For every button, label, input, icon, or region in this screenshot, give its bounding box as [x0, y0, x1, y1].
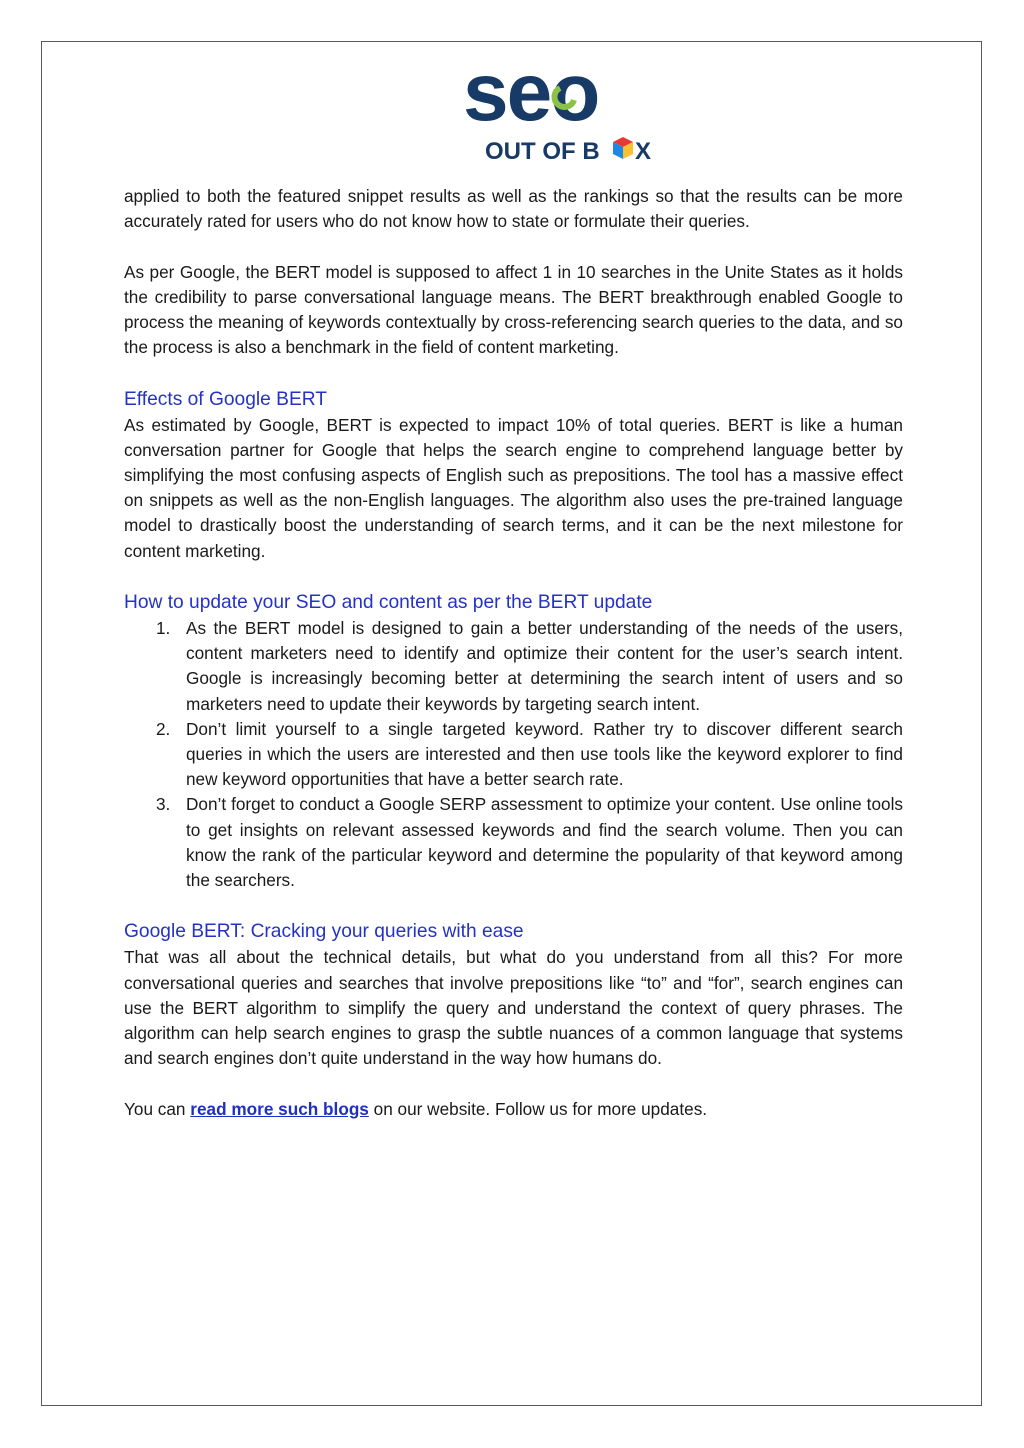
update-steps-list — [124, 616, 903, 893]
google-bert-paragraph: As per Google, the BERT model is supposed to affect 1 in 10 searches in the Unite States as it holds the credibility to parse conversational language means. The BERT breakthrough enabled Google to process the meaning of keywords contextually by cross-referencing search queries to the data, and so the process is also a benchmark in the field of content marketing. — [124, 261, 903, 358]
list-item-number: 3. — [156, 794, 171, 815]
list-item-text: Don’t forget to conduct a Google SERP assessment to optimize your content. Use online tools to get insights on relevant assessed keywords and find the search volume. Then you can know the rank of the particular keyword and determine the popularity of that keyword among the searchers. — [186, 794, 903, 891]
update-heading: How to update your SEO and content as per the BERT update — [124, 592, 653, 613]
logo-tagline-end: X — [635, 138, 652, 164]
closing-paragraph — [124, 1097, 903, 1122]
logo-tagline: OUT OF B — [485, 138, 600, 164]
closing-prefix: You can — [124, 1098, 191, 1119]
read-more-blogs-link[interactable]: read more such blogs — [190, 1098, 369, 1119]
logo-wordmark: seo — [463, 58, 599, 138]
intro-paragraph: applied to both the featured snippet results as well as the rankings so that the results can be more accurately rated for users who do not know how to state or formulate their queries. — [124, 186, 903, 232]
list-item — [124, 792, 903, 893]
cracking-heading: Google BERT: Cracking your queries with ease — [124, 921, 524, 943]
list-item-text: Don’t limit yourself to a single targeted keyword. Rather try to discover different search queries in which the users are interested and then use tools like the keyword explorer to find new keyword opportunities that have a better search rate. — [186, 718, 903, 790]
closing-suffix: on our website. Follow us for more updates. — [368, 1098, 708, 1119]
effects-heading: Effects of Google BERT — [124, 388, 327, 410]
effects-paragraph: As estimated by Google, BERT is expected to impact 10% of total queries. BERT is like a human conversation partner for Google that helps the search engine to comprehend language better by simplifying the most confusing aspects of English such as prepositions. The tool has a massive effect on snippets as well as the non-English languages. The algorithm also uses the pre-trained language model to drastically boost the understanding of search terms, and it can be the next milestone for content marketing. — [124, 414, 903, 561]
list-item-text: As the BERT model is designed to gain a better understanding of the needs of the users, content marketers need to identify and optimize their content for the user’s search intent. Google is increasingly becoming better at determining the search intent of users and so marketers need to update their keywords by targeting search intent. — [186, 618, 903, 714]
seo-out-of-box-logo — [463, 58, 673, 164]
list-item-number: 1. — [156, 618, 171, 638]
list-item-number: 2. — [156, 718, 171, 739]
logo-box-icon — [613, 137, 633, 159]
list-item — [124, 717, 903, 793]
list-item — [124, 616, 903, 717]
article-body — [124, 184, 903, 1122]
cracking-paragraph: That was all about the technical details, but what do you understand from all this? For more conversational queries and searches that involve prepositions like “to” and “for”, search engines can use the BERT algorithm to simplify the query and understand the context of query phrases. The algorithm can help search engines to grasp the subtle nuances of a common language that systems and search engines don’t quite understand in the way how humans do. — [124, 947, 903, 1069]
